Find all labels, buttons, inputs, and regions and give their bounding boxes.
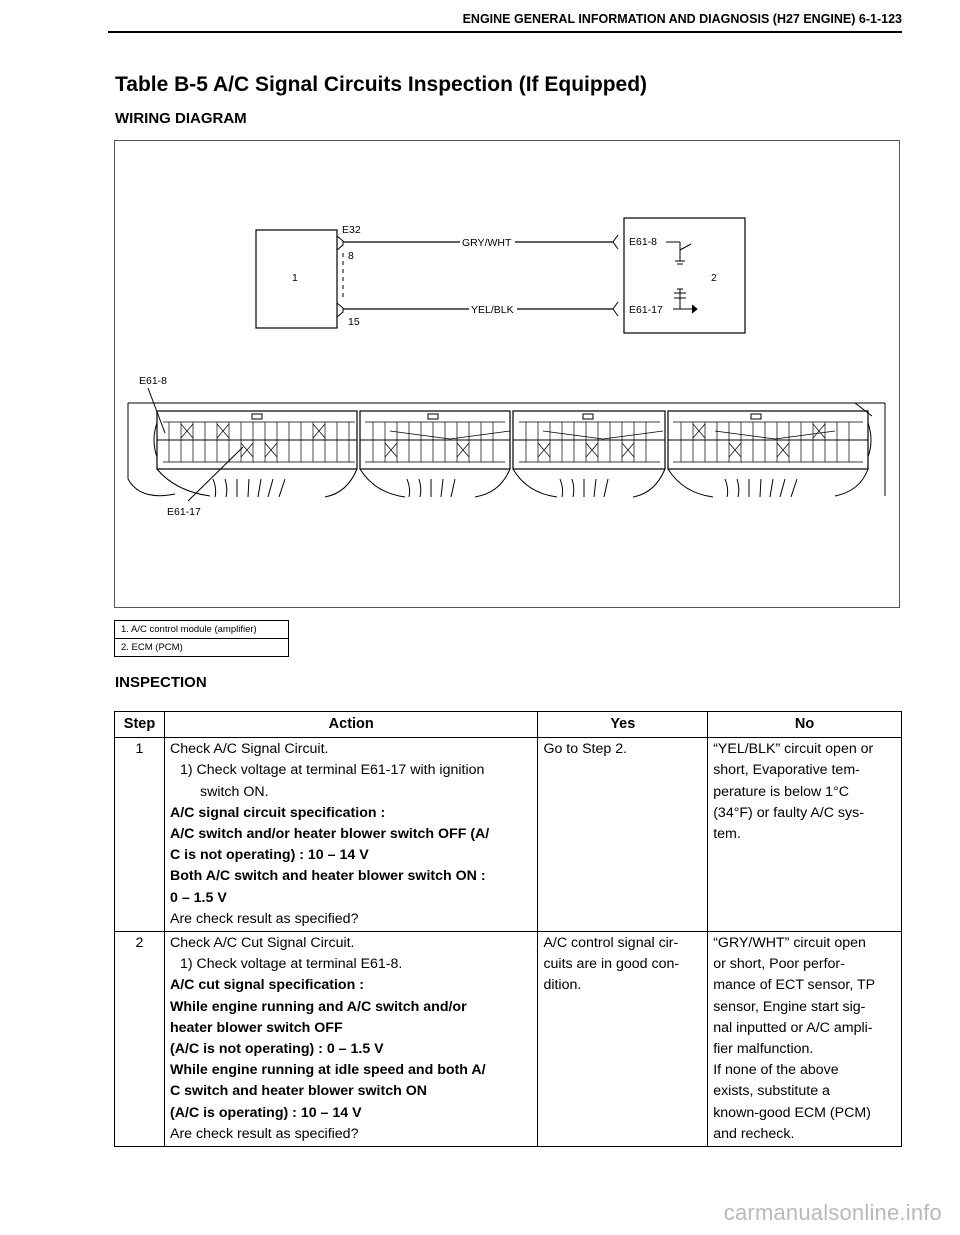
header-no: No xyxy=(708,712,902,738)
no-line: sensor, Engine start sig- xyxy=(713,998,866,1015)
header-step: Step xyxy=(115,712,165,738)
header-yes: Yes xyxy=(538,712,708,738)
connector-e32-label: E32 xyxy=(342,224,361,236)
action-cell xyxy=(164,932,537,1147)
wiring-diagram-drawing xyxy=(115,141,901,609)
no-cell xyxy=(708,932,902,1147)
action-line: C switch and heater blower switch ON xyxy=(169,1083,427,1100)
wiring-diagram xyxy=(114,140,900,608)
action-line: While engine running at idle speed and both A/ xyxy=(169,1062,486,1079)
wiring-diagram-heading: WIRING DIAGRAM xyxy=(115,110,247,127)
action-line: A/C cut signal specification : xyxy=(169,977,364,994)
action-line: A/C signal circuit specification : xyxy=(169,804,386,821)
action-line: 1) Check voltage at terminal E61-8. xyxy=(179,956,403,973)
no-line: tem. xyxy=(713,826,741,843)
pin-15-label: 15 xyxy=(348,316,360,328)
action-line: Both A/C switch and heater blower switch ON : xyxy=(169,868,486,885)
no-line: known-good ECM (PCM) xyxy=(713,1104,871,1121)
no-line: exists, substitute a xyxy=(713,1083,830,1100)
action-line: (A/C is operating) : 10 – 14 V xyxy=(169,1104,362,1121)
inspection-heading: INSPECTION xyxy=(115,674,207,691)
action-line: heater blower switch OFF xyxy=(169,1019,343,1036)
no-line: If none of the above xyxy=(713,1062,839,1079)
watermark: carmanualsonline.info xyxy=(723,1200,942,1225)
module-1-label: 1 xyxy=(292,272,298,284)
legend-item: 2. ECM (PCM) xyxy=(115,639,289,657)
ecm-connector-drawing xyxy=(128,403,885,497)
step-number: 2 xyxy=(115,932,165,1147)
terminal-top-label: E61-8 xyxy=(629,236,658,248)
wire-bottom-label: YEL/BLK xyxy=(471,304,514,316)
pin-8-label: 8 xyxy=(348,250,354,262)
action-line: Check A/C Cut Signal Circuit. xyxy=(169,935,355,952)
action-cell xyxy=(164,738,537,932)
inspection-table xyxy=(114,711,902,1147)
no-cell xyxy=(708,738,902,932)
table-row xyxy=(115,738,902,932)
no-line: nal inputted or A/C ampli- xyxy=(713,1019,873,1036)
callout-e61-17-label: E61-17 xyxy=(167,506,201,518)
action-line: Check A/C Signal Circuit. xyxy=(169,741,329,758)
terminal-bottom-label: E61-17 xyxy=(629,304,663,316)
no-line: and recheck. xyxy=(713,1125,795,1142)
table-header-row xyxy=(115,712,902,738)
diagram-legend xyxy=(114,620,289,657)
action-line: (A/C is not operating) : 0 – 1.5 V xyxy=(169,1041,384,1058)
action-line: While engine running and A/C switch and/or xyxy=(169,998,467,1015)
action-line: C is not operating) : 10 – 14 V xyxy=(169,847,369,864)
no-line: or short, Poor perfor- xyxy=(713,956,845,973)
yes-cell xyxy=(538,738,708,932)
callout-e61-8-label: E61-8 xyxy=(139,375,168,387)
yes-cell xyxy=(538,932,708,1147)
header-rule xyxy=(108,31,902,33)
no-line: perature is below 1°C xyxy=(713,783,849,800)
yes-line: A/C control signal cir- xyxy=(543,935,679,952)
connector-e32-pin-8 xyxy=(337,236,343,250)
action-line: 0 – 1.5 V xyxy=(169,889,227,906)
yes-line: Go to Step 2. xyxy=(543,741,628,758)
no-line: “YEL/BLK” circuit open or xyxy=(713,741,874,758)
action-line: A/C switch and/or heater blower switch OFF (A/ xyxy=(169,826,490,843)
wire-top-label: GRY/WHT xyxy=(462,237,512,249)
action-line: switch ON. xyxy=(199,783,269,800)
action-line: Are check result as specified? xyxy=(169,910,359,927)
connector-e32-pin-15 xyxy=(337,303,343,317)
header-action: Action xyxy=(164,712,537,738)
no-line: (34°F) or faulty A/C sys- xyxy=(713,804,864,821)
action-line: Are check result as specified? xyxy=(169,1125,359,1142)
action-line: 1) Check voltage at terminal E61-17 with ignition xyxy=(179,762,485,779)
yes-line: cuits are in good con- xyxy=(543,956,680,973)
module-2-label: 2 xyxy=(711,272,717,284)
legend-item: 1. A/C control module (amplifier) xyxy=(115,621,289,639)
no-line: mance of ECT sensor, TP xyxy=(713,977,876,994)
step-number: 1 xyxy=(115,738,165,932)
page-title: Table B-5 A/C Signal Circuits Inspection (If Equipped) xyxy=(115,73,648,96)
table-row xyxy=(115,932,902,1147)
no-line: short, Evaporative tem- xyxy=(713,762,860,779)
page-header: ENGINE GENERAL INFORMATION AND DIAGNOSIS (H27 ENGINE) 6-1-123 xyxy=(462,12,902,26)
no-line: “GRY/WHT” circuit open xyxy=(713,935,866,952)
yes-line: dition. xyxy=(543,977,582,994)
no-line: fier malfunction. xyxy=(713,1041,814,1058)
